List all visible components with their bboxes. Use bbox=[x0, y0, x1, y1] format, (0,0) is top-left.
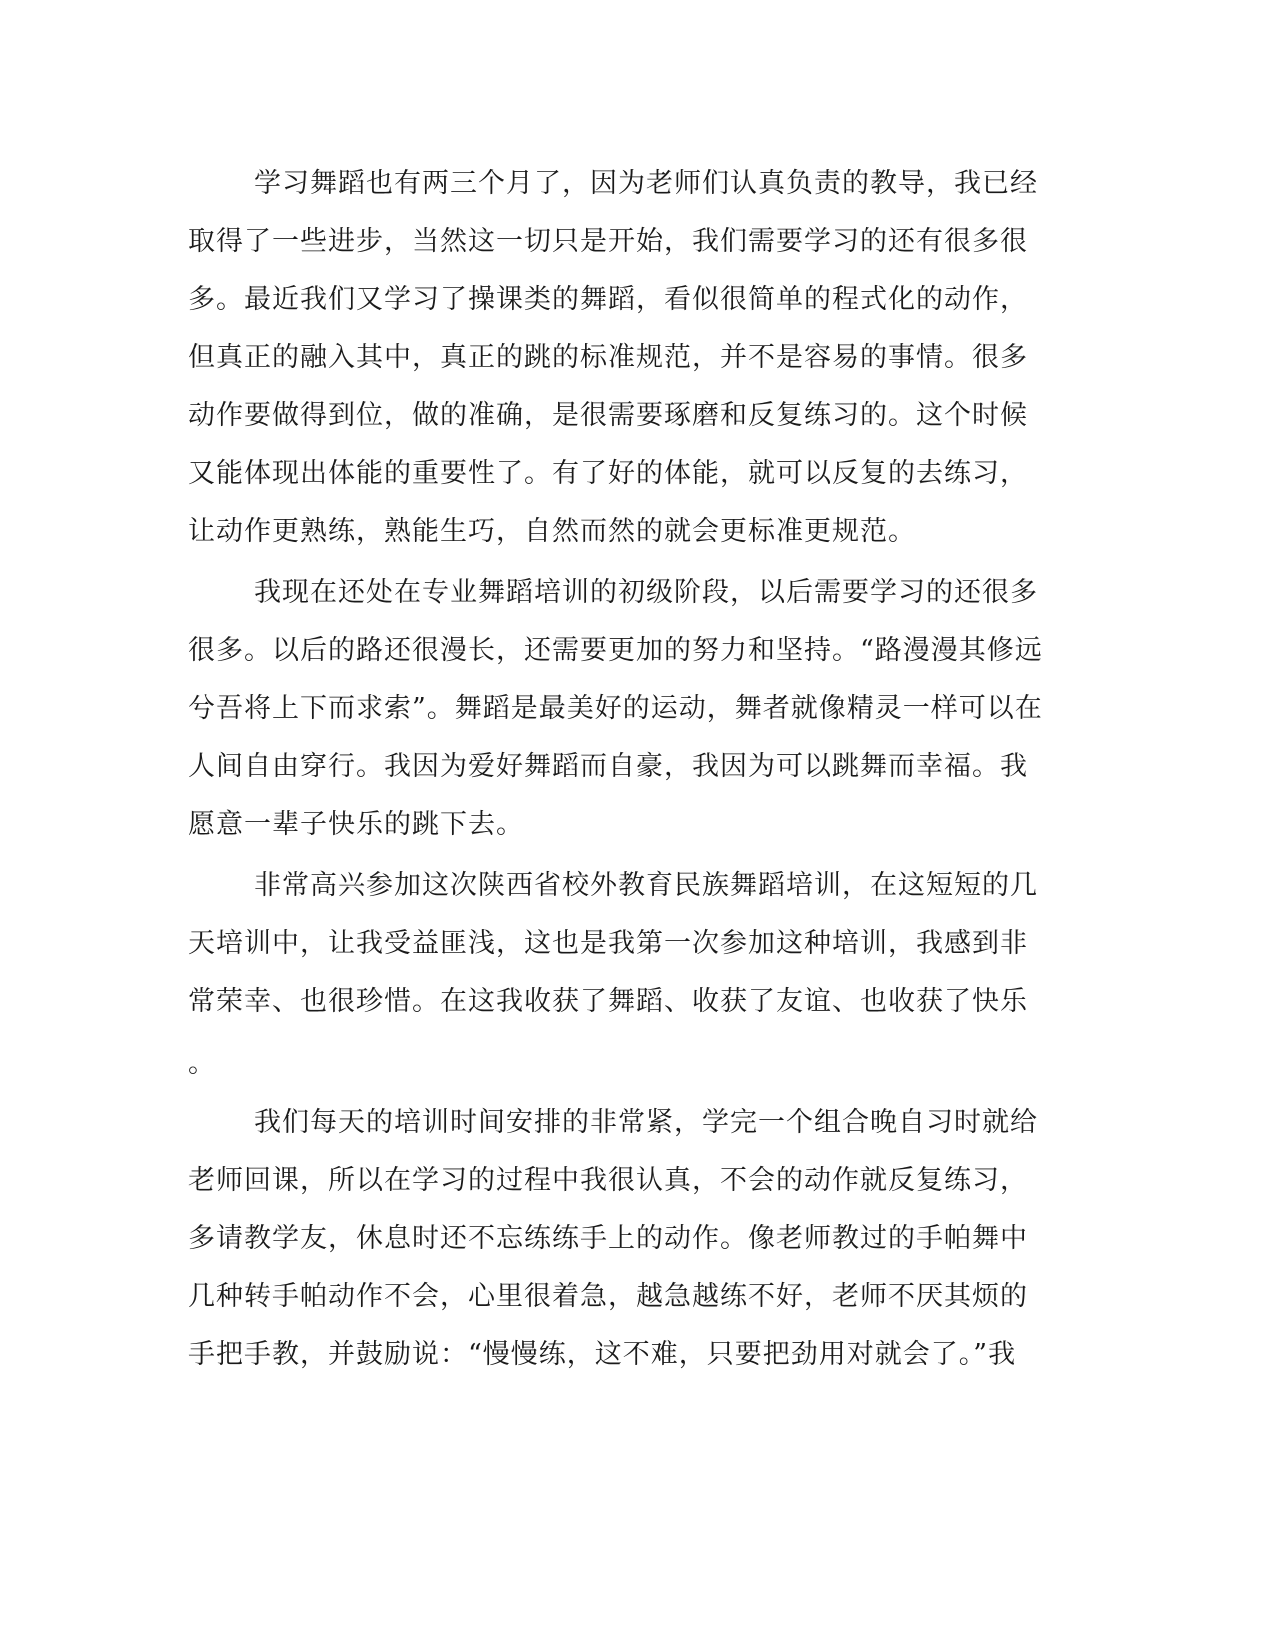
text-line: 但真正的融入其中，真正的跳的标准规范，并不是容易的事情。很多 bbox=[188, 342, 1028, 373]
text-line: 多。最近我们又学习了操课类的舞蹈，看似很简单的程式化的动作， bbox=[188, 284, 1028, 315]
text-line: 手把手教，并鼓励说：“慢慢练，这不难，只要把劲用对就会了。”我 bbox=[188, 1339, 1017, 1370]
text-line: 让动作更熟练，熟能生巧，自然而然的就会更标准更规范。 bbox=[188, 516, 916, 547]
text-line: 兮吾将上下而求索”。舞蹈是最美好的运动，舞者就像精灵一样可以在 bbox=[188, 693, 1043, 724]
text-line: 常荣幸、也很珍惜。在这我收获了舞蹈、收获了友谊、也收获了快乐 bbox=[188, 986, 1028, 1017]
text-line: 动作要做得到位，做的准确，是很需要琢磨和反复练习的。这个时候 bbox=[188, 400, 1028, 431]
text-line: 人间自由穿行。我因为爱好舞蹈而自豪，我因为可以跳舞而幸福。我 bbox=[188, 751, 1028, 782]
text-line: 非常高兴参加这次陕西省校外教育民族舞蹈培训，在这短短的几 bbox=[254, 870, 1038, 901]
text-line: 我现在还处在专业舞蹈培训的初级阶段，以后需要学习的还很多 bbox=[254, 577, 1038, 608]
text-line: 多请教学友，休息时还不忘练练手上的动作。像老师教过的手帕舞中 bbox=[188, 1223, 1028, 1254]
text-line: 学习舞蹈也有两三个月了，因为老师们认真负责的教导，我已经 bbox=[254, 168, 1038, 199]
text-line: 取得了一些进步，当然这一切只是开始，我们需要学习的还有很多很 bbox=[188, 226, 1028, 257]
text-line: 几种转手帕动作不会，心里很着急，越急越练不好，老师不厌其烦的 bbox=[188, 1281, 1028, 1312]
text-line: 很多。以后的路还很漫长，还需要更加的努力和坚持。“路漫漫其修远 bbox=[188, 635, 1043, 666]
text-line: 愿意一辈子快乐的跳下去。 bbox=[188, 809, 524, 840]
text-line: 。 bbox=[188, 1048, 216, 1079]
text-line: 我们每天的培训时间安排的非常紧，学完一个组合晚自习时就给 bbox=[254, 1107, 1038, 1138]
text-line: 老师回课，所以在学习的过程中我很认真，不会的动作就反复练习， bbox=[188, 1165, 1028, 1196]
text-line: 天培训中，让我受益匪浅，这也是我第一次参加这种培训，我感到非 bbox=[188, 928, 1028, 959]
text-line: 又能体现出体能的重要性了。有了好的体能，就可以反复的去练习， bbox=[188, 458, 1028, 489]
